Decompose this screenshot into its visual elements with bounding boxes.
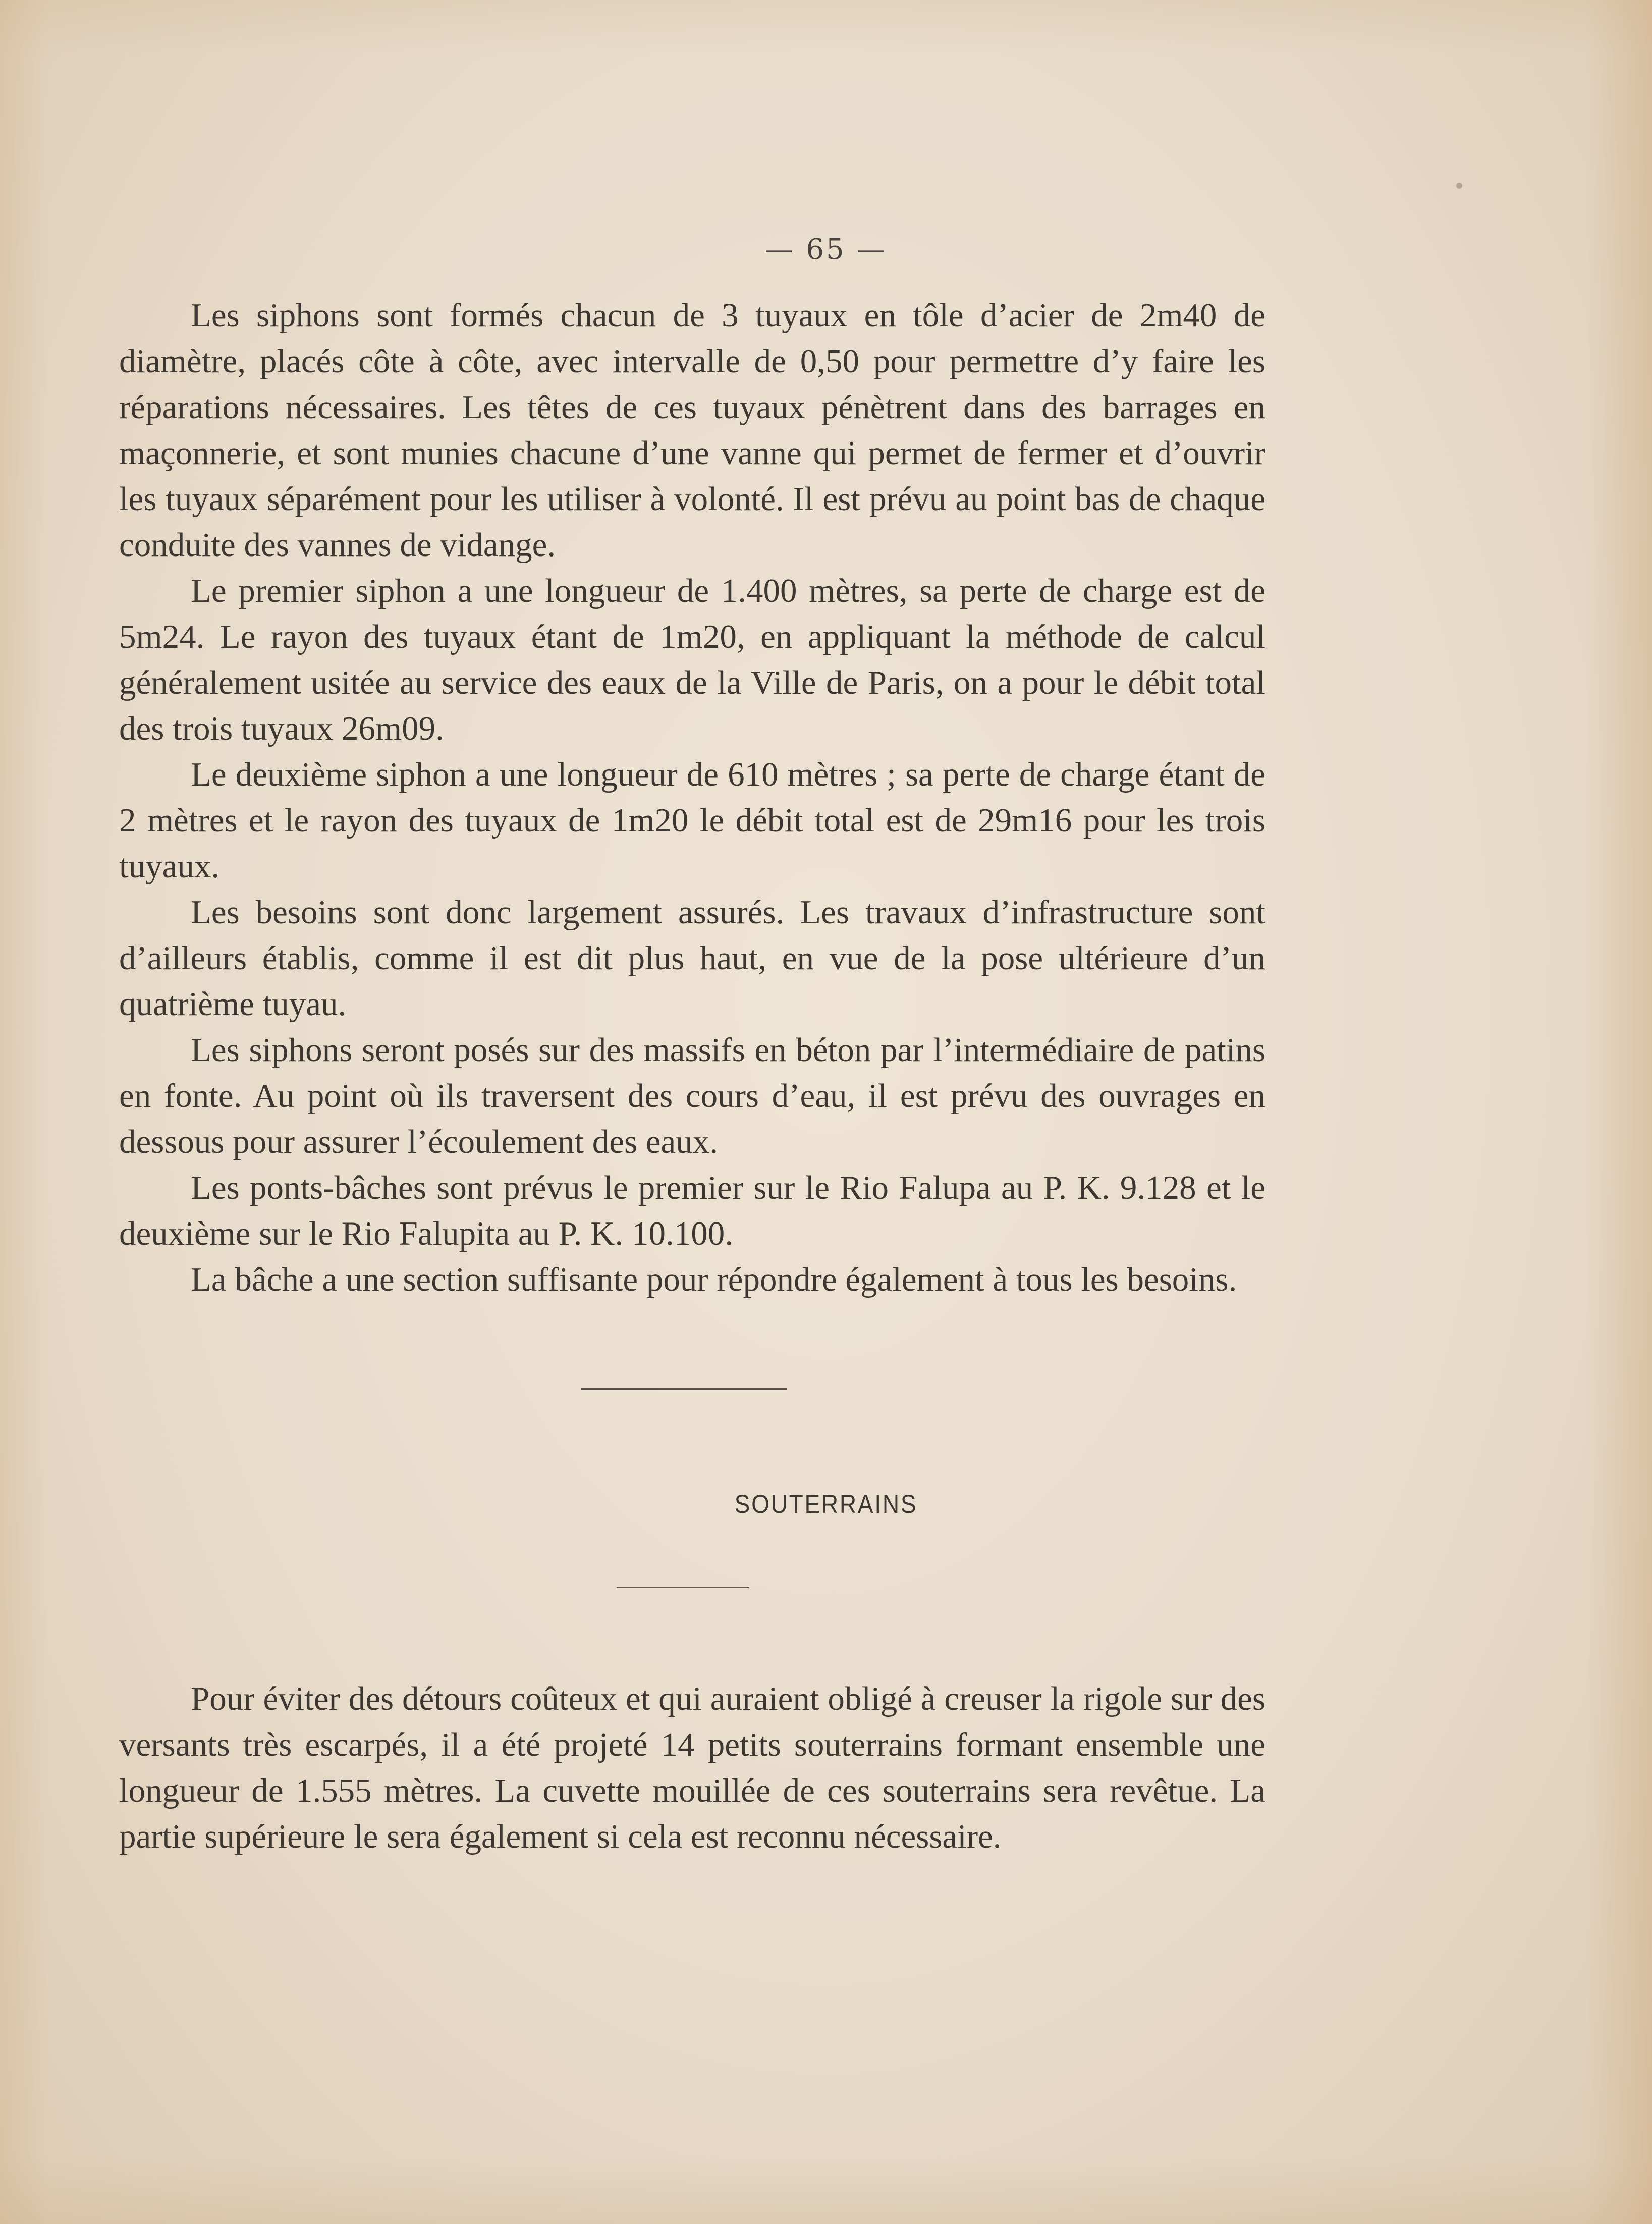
paragraph: Les siphons seront posés sur des massifs en béton par l’intermédiaire de patins en fonte. Au point où ils traversent des cours d’eau, il est prévu des ouvrages en dessous pour assurer l’écoulement des eaux. <box>119 1031 1265 1160</box>
paragraph: Pour éviter des détours coûteux et qui auraient obligé à creuser la rigole sur des versants très escarpés, il a été projeté 14 petits souterrains formant ensemble une longueur de 1.555 mètres. La cuvette mouillée de ces souterrains sera revêtue. La partie supérieure le sera également si cela est reconnu nécessaire. <box>119 1680 1265 1855</box>
paper-speck <box>1456 183 1462 189</box>
paragraph: Les siphons sont formés chacun de 3 tuyaux en tôle d’acier de 2m40 de diamètre, placés côte à côte, avec intervalle de 0,50 pour permettre d’y faire les réparations nécessaires. Les têtes de ces tuyaux pénètrent dans des barrages en maçonnerie, et sont munies chacune d’une vanne qui permet de fermer et d’ouvrir les tuyaux séparément pour les utiliser à volonté. Il est prévu au point bas de chaque conduite des vannes de vidange. <box>119 297 1265 564</box>
siphons-section <box>119 293 1265 1303</box>
paragraph: Les ponts-bâches sont prévus le premier sur le Rio Falupa au P. K. 9.128 et le deuxième sur le Rio Falupita au P. K. 10.100. <box>119 1169 1265 1252</box>
souterrains-section <box>119 1676 1265 1860</box>
paragraph: Le deuxième siphon a une longueur de 610 mètres ; sa perte de charge étant de 2 mètres et le rayon des tuyaux de 1m20 le débit total est de 29m16 pour les trois tuyaux. <box>119 756 1265 885</box>
page-number: — 65 — <box>764 233 888 266</box>
section-divider <box>581 1388 787 1390</box>
paragraph: Le premier siphon a une longueur de 1.400 mètres, sa perte de charge est de 5m24. Le rayon des tuyaux étant de 1m20, en appliquant la méthode de calcul généralement usitée au service des eaux de la Ville de Paris, on a pour le débit total des trois tuyaux 26m09. <box>119 572 1265 747</box>
paragraph: Les besoins sont donc largement assurés. Les travaux d’infrastructure sont d’ailleurs établis, comme il est dit plus haut, en vue de la pose ultérieure d’un quatrième tuyau. <box>119 894 1265 1023</box>
paragraph: La bâche a une section suffisante pour répondre également à tous les besoins. <box>191 1261 1237 1298</box>
section-title: SOUTERRAINS <box>734 1490 918 1518</box>
title-underline <box>617 1587 749 1588</box>
